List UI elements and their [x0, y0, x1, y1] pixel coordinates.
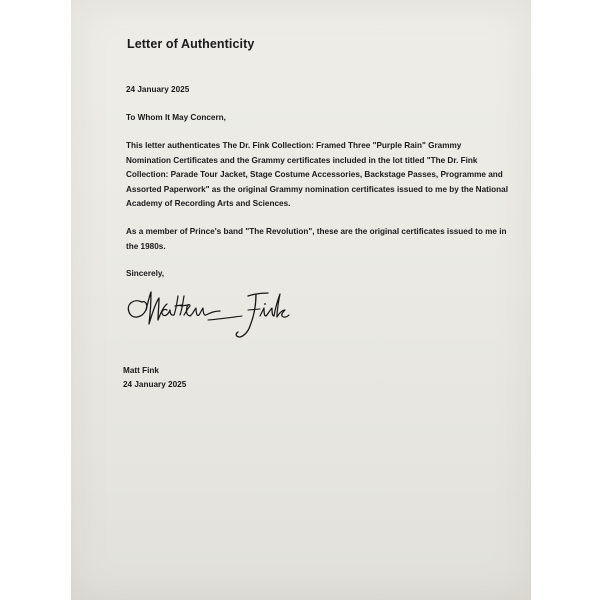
- handwritten-signature: [120, 280, 310, 350]
- signer-name: Matt Fink: [123, 366, 159, 375]
- letter-date: 24 January 2025: [126, 85, 190, 94]
- letter-closing: Sincerely,: [126, 269, 165, 278]
- letter-greeting: To Whom It May Concern,: [126, 113, 226, 122]
- letter-heading: Letter of Authenticity: [127, 37, 255, 51]
- letter-paragraph-1: This letter authenticates The Dr. Fink Collection: Framed Three "Purple Rain" Grammy Nomination Certificates and the Grammy certificates included in the lot titled "The Dr. Fink Collection: Parade Tour Jacket, Stage Costume Accessories, Backstage Passes, Programme and Assorted Paperwork" as the original Grammy nomination certificates issued to me by the National Academy of Recording Arts and Sciences.: [126, 141, 508, 208]
- signer-date: 24 January 2025: [123, 380, 187, 389]
- letter-paragraph-2: As a member of Prince's band "The Revolution", these are the original certificates issued to me in the 1980s.: [126, 227, 507, 251]
